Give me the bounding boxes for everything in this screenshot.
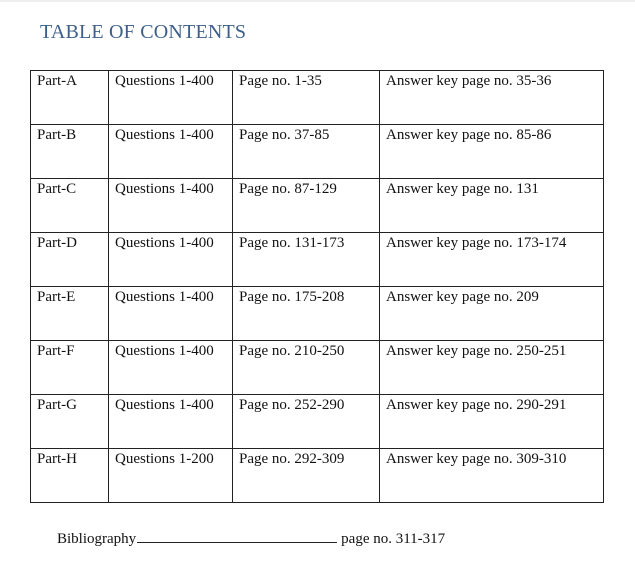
- pages-cell: Page no. 1-35: [233, 71, 380, 125]
- answer-key-cell: Answer key page no. 309-310: [380, 449, 604, 503]
- pages-cell: Page no. 175-208: [233, 287, 380, 341]
- pages-cell: Page no. 252-290: [233, 395, 380, 449]
- answer-key-cell: Answer key page no. 173-174: [380, 233, 604, 287]
- answer-key-cell: Answer key page no. 290-291: [380, 395, 604, 449]
- part-cell: Part-C: [31, 179, 109, 233]
- bibliography-line: [57, 530, 445, 548]
- answer-key-cell: Answer key page no. 250-251: [380, 341, 604, 395]
- questions-cell: Questions 1-400: [109, 395, 233, 449]
- contents-table: [30, 70, 604, 503]
- questions-cell: Questions 1-400: [109, 179, 233, 233]
- table-row: [31, 71, 604, 125]
- pages-cell: Page no. 131-173: [233, 233, 380, 287]
- bibliography-pages: page no. 311-317: [341, 531, 446, 547]
- answer-key-cell: Answer key page no. 131: [380, 179, 604, 233]
- pages-cell: Page no. 210-250: [233, 341, 380, 395]
- pages-cell: Page no. 87-129: [233, 179, 380, 233]
- pages-cell: Page no. 37-85: [233, 125, 380, 179]
- part-cell: Part-D: [31, 233, 109, 287]
- bibliography-leader-line: [137, 530, 337, 543]
- page-top-edge: [0, 0, 635, 2]
- questions-cell: Questions 1-400: [109, 341, 233, 395]
- part-cell: Part-E: [31, 287, 109, 341]
- part-cell: Part-H: [31, 449, 109, 503]
- part-cell: Part-G: [31, 395, 109, 449]
- questions-cell: Questions 1-400: [109, 125, 233, 179]
- part-cell: Part-A: [31, 71, 109, 125]
- questions-cell: Questions 1-400: [109, 287, 233, 341]
- answer-key-cell: Answer key page no. 85-86: [380, 125, 604, 179]
- part-cell: Part-F: [31, 341, 109, 395]
- pages-cell: Page no. 292-309: [233, 449, 380, 503]
- part-cell: Part-B: [31, 125, 109, 179]
- answer-key-cell: Answer key page no. 209: [380, 287, 604, 341]
- table-row: [31, 395, 604, 449]
- page-title: TABLE OF CONTENTS: [40, 21, 247, 43]
- table-row: [31, 179, 604, 233]
- answer-key-cell: Answer key page no. 35-36: [380, 71, 604, 125]
- questions-cell: Questions 1-400: [109, 233, 233, 287]
- table-row: [31, 287, 604, 341]
- questions-cell: Questions 1-200: [109, 449, 233, 503]
- table-row: [31, 341, 604, 395]
- questions-cell: Questions 1-400: [109, 71, 233, 125]
- table-row: [31, 125, 604, 179]
- table-row: [31, 449, 604, 503]
- bibliography-label: Bibliography: [57, 531, 137, 547]
- table-row: [31, 233, 604, 287]
